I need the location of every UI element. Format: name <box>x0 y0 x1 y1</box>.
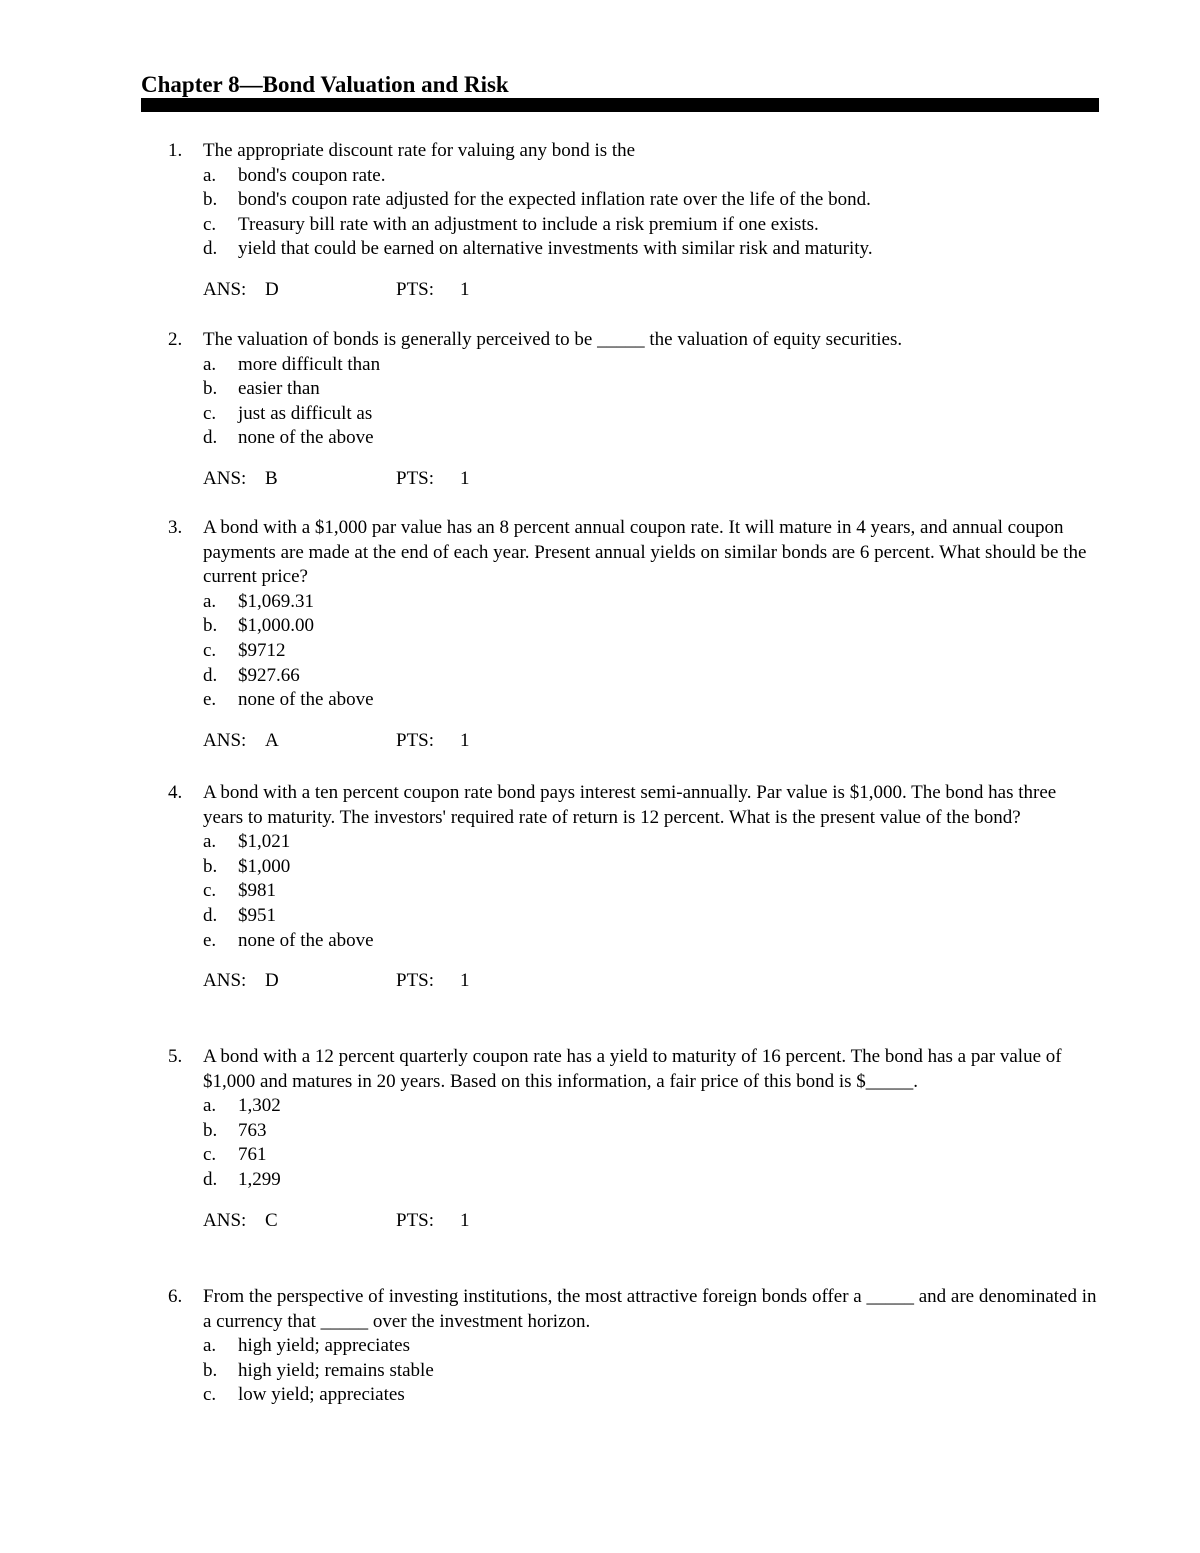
option-letter: a. <box>203 831 217 853</box>
question-4 <box>168 781 1098 994</box>
option-letter: b. <box>203 1359 218 1381</box>
pts-value: 1 <box>460 278 470 300</box>
option-text: $9712 <box>238 639 286 661</box>
option <box>203 1334 1098 1359</box>
ans-label: ANS: <box>203 467 247 489</box>
pts-label: PTS: <box>396 970 435 992</box>
question-5 <box>168 1045 1098 1233</box>
option <box>203 830 1098 855</box>
option-text: easier than <box>238 378 320 400</box>
ans-value: B <box>265 467 278 489</box>
option-letter: d. <box>203 427 218 449</box>
option-letter: a. <box>203 590 217 612</box>
pts-value: 1 <box>460 1209 470 1231</box>
question-2 <box>168 328 1098 492</box>
option-text: bond's coupon rate. <box>238 164 386 186</box>
option-text: high yield; appreciates <box>238 1335 410 1357</box>
option-text: 1,299 <box>238 1168 281 1190</box>
option-text: yield that could be earned on alternative investments with similar risk and maturity. <box>238 238 873 260</box>
option-letter: e. <box>203 689 217 711</box>
question-number: 4. <box>168 782 183 803</box>
option <box>203 639 1098 664</box>
option-text: none of the above <box>238 427 374 449</box>
question-text: A bond with a ten percent coupon rate bond pays interest semi-annually. Par value is $1,000. The bond has three years to maturity. The investors' required rate of return is 12 percent. What is the present value of the bond? <box>203 782 1057 828</box>
option-text: 761 <box>238 1144 267 1166</box>
ans-value: D <box>265 970 279 992</box>
question-6 <box>168 1285 1098 1408</box>
option-letter: a. <box>203 1095 217 1117</box>
option <box>203 1119 1098 1144</box>
option-letter: a. <box>203 353 217 375</box>
option <box>203 164 1098 189</box>
question-1 <box>168 139 1098 303</box>
option-text: $1,000.00 <box>238 615 314 637</box>
option-letter: c. <box>203 213 217 235</box>
question-number: 5. <box>168 1046 183 1067</box>
question-text: A bond with a 12 percent quarterly coupon rate has a yield to maturity of 16 percent. The bond has a par value of $1,000 and matures in 20 years. Based on this information, a fair price of this bond is $_____. <box>203 1046 1062 1092</box>
question-text: From the perspective of investing institutions, the most attractive foreign bonds offer a _____ and are denominated in a currency that _____ over the investment horizon. <box>203 1286 1097 1332</box>
question-text: The valuation of bonds is generally perceived to be _____ the valuation of equity securities. <box>203 329 903 350</box>
option-letter: c. <box>203 402 217 424</box>
option <box>203 855 1098 880</box>
option-text: just as difficult as <box>238 402 373 424</box>
answer-row <box>203 969 1098 994</box>
pts-value: 1 <box>460 467 470 489</box>
ans-value: D <box>265 278 279 300</box>
option-text: Treasury bill rate with an adjustment to include a risk premium if one exists. <box>238 213 819 235</box>
option-text: none of the above <box>238 929 374 951</box>
ans-value: A <box>265 729 279 751</box>
option <box>203 614 1098 639</box>
ans-label: ANS: <box>203 278 247 300</box>
option <box>203 353 1098 378</box>
question-3 <box>168 516 1098 753</box>
option <box>203 377 1098 402</box>
option-letter: d. <box>203 238 218 260</box>
option-letter: b. <box>203 189 218 211</box>
pts-label: PTS: <box>396 729 435 751</box>
option-letter: b. <box>203 615 218 637</box>
option-letter: c. <box>203 880 217 902</box>
option <box>203 188 1098 213</box>
ans-value: C <box>265 1209 278 1231</box>
option <box>203 1094 1098 1119</box>
question-text: A bond with a $1,000 par value has an 8 percent annual coupon rate. It will mature in 4 years, and annual coupon payments are made at the end of each year. Present annual yields on similar bonds are 6 percent. What should be the current price? <box>203 517 1087 588</box>
option <box>203 879 1098 904</box>
option-text: 1,302 <box>238 1095 281 1117</box>
option-letter: c. <box>203 1144 217 1166</box>
option-letter: b. <box>203 378 218 400</box>
option <box>203 904 1098 929</box>
option-letter: c. <box>203 1384 217 1406</box>
option <box>203 402 1098 427</box>
answer-row <box>203 467 1098 492</box>
option-letter: d. <box>203 664 218 686</box>
option <box>203 590 1098 615</box>
option-letter: b. <box>203 855 218 877</box>
question-number: 2. <box>168 329 183 350</box>
pts-label: PTS: <box>396 467 435 489</box>
option <box>203 1143 1098 1168</box>
pts-value: 1 <box>460 729 470 751</box>
question-text: The appropriate discount rate for valuing any bond is the <box>203 140 636 161</box>
option <box>203 929 1098 954</box>
option-text: high yield; remains stable <box>238 1359 434 1381</box>
option-text: $1,000 <box>238 855 291 877</box>
pts-label: PTS: <box>396 1209 435 1231</box>
option-text: more difficult than <box>238 353 381 375</box>
pts-value: 1 <box>460 970 470 992</box>
question-number: 1. <box>168 140 183 161</box>
answer-row <box>203 729 1098 754</box>
option <box>203 1383 1098 1408</box>
option-letter: c. <box>203 639 217 661</box>
option-text: bond's coupon rate adjusted for the expected inflation rate over the life of the bond. <box>238 189 871 211</box>
option-text: none of the above <box>238 689 374 711</box>
option <box>203 664 1098 689</box>
option-text: low yield; appreciates <box>238 1384 405 1406</box>
ans-label: ANS: <box>203 970 247 992</box>
option-letter: a. <box>203 164 217 186</box>
question-number: 6. <box>168 1286 183 1307</box>
answer-row <box>203 278 1098 303</box>
option-text: $1,069.31 <box>238 590 314 612</box>
option <box>203 213 1098 238</box>
option-text: $1,021 <box>238 831 291 853</box>
answer-row <box>203 1209 1098 1234</box>
option <box>203 426 1098 451</box>
option-text: 763 <box>238 1119 267 1141</box>
option-letter: e. <box>203 929 217 951</box>
option-letter: a. <box>203 1335 217 1357</box>
option-text: $927.66 <box>238 664 300 686</box>
option <box>203 688 1098 713</box>
page-title: Chapter 8—Bond Valuation and Risk <box>141 72 509 97</box>
option-letter: d. <box>203 904 218 926</box>
question-number: 3. <box>168 517 183 538</box>
option-letter: d. <box>203 1168 218 1190</box>
pts-label: PTS: <box>396 278 435 300</box>
option <box>203 237 1098 262</box>
ans-label: ANS: <box>203 729 247 751</box>
title-rule <box>141 98 1099 112</box>
ans-label: ANS: <box>203 1209 247 1231</box>
option-letter: b. <box>203 1119 218 1141</box>
option <box>203 1359 1098 1384</box>
option <box>203 1168 1098 1193</box>
option-text: $951 <box>238 904 276 926</box>
option-text: $981 <box>238 880 276 902</box>
